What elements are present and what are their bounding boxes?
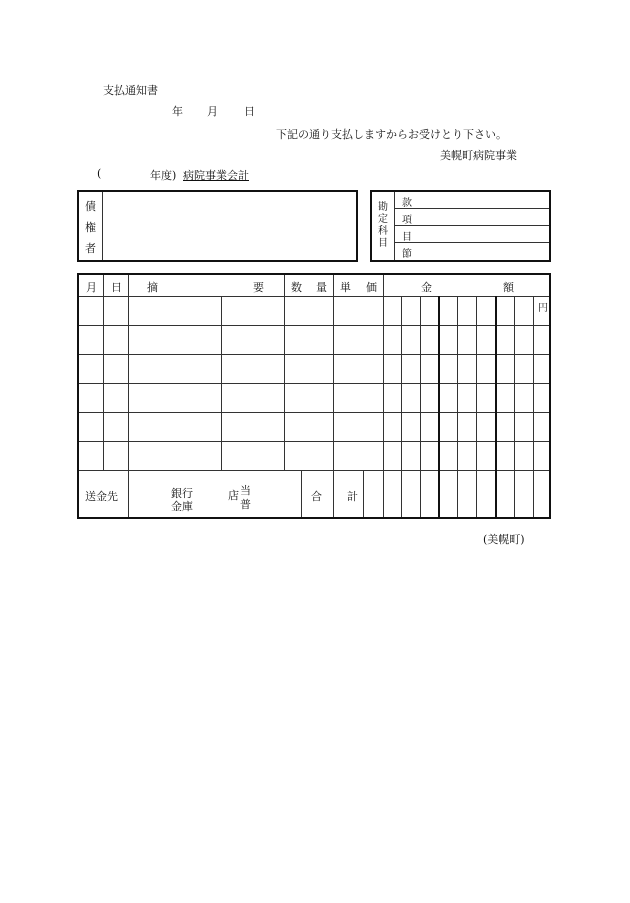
shinkin-label: 金庫	[171, 500, 193, 513]
account-row-setsu: 節	[402, 249, 412, 260]
col-price-header-a: 単	[340, 281, 351, 294]
total-label-b: 計	[347, 490, 358, 503]
account-row-kan: 款	[402, 198, 412, 209]
fiscal-open-paren: (	[97, 167, 102, 180]
col-summary-header-a: 摘	[147, 281, 158, 294]
form-title: 支払通知書	[103, 84, 158, 97]
account-row-kou: 項	[402, 215, 412, 226]
notice-text: 下記の通り支払しますからお受けとり下さい。	[276, 128, 507, 141]
col-day-header: 日	[111, 281, 122, 294]
creditor-box	[77, 190, 358, 262]
ordinary-account-label: 普	[240, 498, 251, 511]
current-account-label: 当	[240, 484, 251, 497]
footnote: (美幌町)	[483, 533, 525, 546]
date-day-label: 日	[244, 105, 255, 118]
col-amount-header-b: 額	[503, 281, 514, 294]
branch-label: 店	[228, 489, 239, 502]
account-name: 病院事業会計	[183, 169, 249, 182]
account-subject-label: 勘 定 科 目	[378, 202, 388, 249]
bank-label: 銀行	[171, 487, 193, 500]
col-summary-header-b: 要	[253, 281, 264, 294]
col-qty-header-b: 量	[316, 281, 327, 294]
creditor-label: 債 権 者	[85, 200, 96, 255]
col-month-header: 月	[86, 281, 97, 294]
remit-to-label: 送金先	[85, 490, 118, 503]
account-row-moku: 目	[402, 232, 412, 243]
col-amount-header-a: 金	[421, 281, 432, 294]
issuer-name: 美幌町病院事業	[440, 149, 517, 162]
fiscal-year-label: 年度)	[150, 169, 177, 182]
detail-table	[77, 273, 551, 519]
total-label-a: 合	[311, 490, 322, 503]
date-month-label: 月	[207, 105, 218, 118]
yen-unit-label: 円	[538, 303, 548, 314]
col-price-header-b: 価	[366, 281, 377, 294]
account-subject-box	[370, 190, 551, 262]
date-year-label: 年	[172, 105, 183, 118]
col-qty-header-a: 数	[291, 281, 302, 294]
